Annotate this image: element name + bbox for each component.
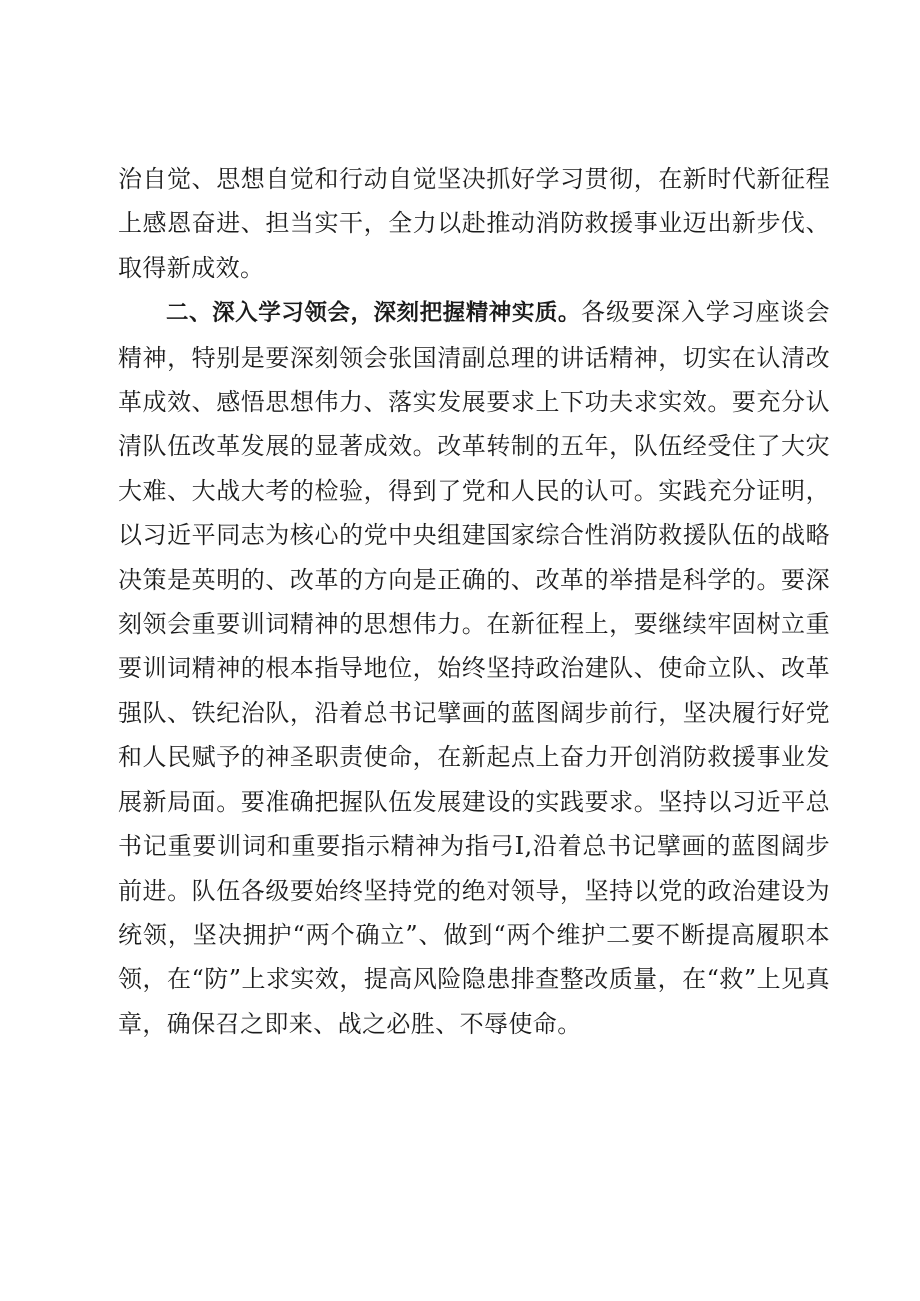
paragraph-text: 各级要深入学习座谈会精神，特别是要深刻领会张国清副总理的讲话精神，切实在认清改革成效、感悟思想伟力、落实发展要求上下功夫求实效。要充分认清队伍改革发展的显著成效。改革转制的五年，队伍经受住了大灾大难、大战大考的检验，得到了党和人民的认可。实践充分证明，以习近平同志为核心的党中央组建国家综合性消防救援队伍的战略决策是英明的、改革的方向是正确的、改革的举措是科学的。要深刻领会重要训词精神的思想伟力。在新征程上，要继续牢固树立重要训词精神的根本指导地位，始终坚持政治建队、使命立队、改革强队、铁纪治队，沿着总书记擘画的蓝图阔步前行，坚决履行好党和人民赋予的神圣职责使命，在新起点上奋力开创消防救援事业发展新局面。要准确把握队伍发展建设的实践要求。坚持以习近平总书记重要训词和重要指示精神为指弓I,沿着总书记擘画的蓝图阔步前进。队伍各级要始终坚持党的绝对领导，坚持以党的政治建设为统领，坚决拥护“两个确立”、做到“两个维护二要不断提高履职本领，在“防”上求实效，提高风险隐患排查整改质量，在“救”上见真章，确保召之即来、战之必胜、不辱使命。 bbox=[118, 298, 830, 1038]
paragraph-continuation bbox=[118, 157, 830, 290]
section-heading: 二、深入学习领会，深刻把握精神实质。 bbox=[166, 300, 581, 327]
document-body bbox=[118, 157, 830, 1046]
paragraph-text: 治自觉、思想自觉和行动自觉坚决抓好学习贯彻，在新时代新征程上感恩奋进、担当实干，全力以赴推动消防救援事业迈出新步伐、取得新成效。 bbox=[118, 165, 830, 282]
paragraph-section-two bbox=[118, 290, 830, 1046]
